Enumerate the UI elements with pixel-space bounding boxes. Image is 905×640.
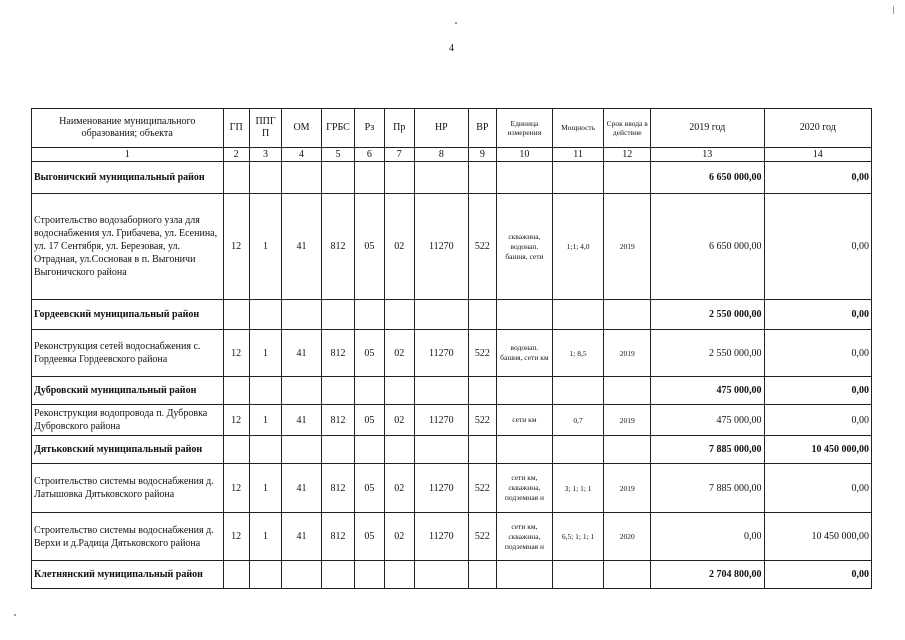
code-rz: 05 [355,464,384,513]
code-grbs: 812 [321,194,354,300]
amount-2019: 2 550 000,00 [651,330,764,377]
col-number: 5 [321,148,354,162]
term-cell: 2020 [604,513,651,561]
code-om: 41 [282,513,322,561]
code-ppgp: 1 [249,405,281,436]
code-om: 41 [282,330,322,377]
district-name: Дубровский муниципальный район [32,377,224,405]
project-row [32,405,872,436]
code-om: 41 [282,194,322,300]
term-cell: 2019 [604,194,651,300]
header-power: Мощность [552,109,604,148]
code-pr: 02 [384,194,414,300]
code-vr: 522 [468,464,496,513]
district-row [32,162,872,194]
col-number: 9 [468,148,496,162]
code-vr: 522 [468,194,496,300]
district-name: Клетнянский муниципальный район [32,561,224,589]
col-number: 14 [764,148,871,162]
amount-2020: 10 450 000,00 [764,513,871,561]
code-ppgp: 1 [249,194,281,300]
code-pr: 02 [384,330,414,377]
project-name: Строительство системы водоснабжения д. Верхи и д.Радица Дятьковского района [32,513,224,561]
code-np: 11270 [414,405,468,436]
code-ppgp: 1 [249,330,281,377]
amount-2020: 10 450 000,00 [764,436,871,464]
col-number: 11 [552,148,604,162]
unit-cell: сети км, скважина, подземная н [497,464,553,513]
code-gp: 12 [223,405,249,436]
project-name: Реконструкция сетей водоснабжения с. Гордеевка Гордеевского района [32,330,224,377]
header-term: Срок ввода в действие [604,109,651,148]
code-rz: 05 [355,194,384,300]
code-vr: 522 [468,330,496,377]
amount-2020: 0,00 [764,300,871,330]
power-cell: 1;1; 4,0 [552,194,604,300]
code-np: 11270 [414,464,468,513]
district-row [32,436,872,464]
header-2019: 2019 год [651,109,764,148]
district-name: Дятьковский муниципальный район [32,436,224,464]
code-np: 11270 [414,513,468,561]
code-np: 11270 [414,330,468,377]
code-ppgp: 1 [249,464,281,513]
column-number-row [32,148,872,162]
code-pr: 02 [384,513,414,561]
header-rz: Рз [355,109,384,148]
amount-2019: 6 650 000,00 [651,194,764,300]
amount-2019: 7 885 000,00 [651,464,764,513]
project-row [32,464,872,513]
code-vr: 522 [468,405,496,436]
unit-cell: водонап. башня, сети км [497,330,553,377]
header-pr: Пр [384,109,414,148]
project-name: Строительство системы водоснабжения д. Латышовка Дятьковского района [32,464,224,513]
district-name: Гордеевский муниципальный район [32,300,224,330]
amount-2019: 2 704 800,00 [651,561,764,589]
code-gp: 12 [223,513,249,561]
term-cell: 2019 [604,405,651,436]
header-ppgp: ППГП [249,109,281,148]
project-row [32,513,872,561]
code-rz: 05 [355,405,384,436]
amount-2020: 0,00 [764,561,871,589]
amount-2020: 0,00 [764,464,871,513]
col-number: 2 [223,148,249,162]
project-row [32,330,872,377]
code-om: 41 [282,405,322,436]
district-row [32,300,872,330]
page-number: 4 [449,43,454,54]
header-row [32,109,872,148]
amount-2020: 0,00 [764,405,871,436]
code-np: 11270 [414,194,468,300]
code-gp: 12 [223,194,249,300]
code-grbs: 812 [321,330,354,377]
header-gp: ГП [223,109,249,148]
code-grbs: 812 [321,513,354,561]
col-number: 6 [355,148,384,162]
amount-2019: 7 885 000,00 [651,436,764,464]
col-number: 10 [497,148,553,162]
code-grbs: 812 [321,405,354,436]
col-number: 12 [604,148,651,162]
col-number: 13 [651,148,764,162]
financing-table [31,108,872,589]
amount-2019: 475 000,00 [651,377,764,405]
col-number: 8 [414,148,468,162]
unit-cell: скважина, водонап. башня, сети [497,194,553,300]
power-cell: 0,7 [552,405,604,436]
project-name: Строительство водозаборного узла для водоснабжения ул. Грибачева, ул. Есенина, ул. 17 Сентября, ул. Березовая, ул. Отрадная, ул.Сосновая в п. Выгоничи Выгоничского района [32,194,224,300]
code-pr: 02 [384,464,414,513]
power-cell: 3; 1; 1; 1 [552,464,604,513]
amount-2019: 2 550 000,00 [651,300,764,330]
district-name: Выгоничский муниципальный район [32,162,224,194]
term-cell: 2019 [604,464,651,513]
term-cell: 2019 [604,330,651,377]
header-unit: Единица измерения [497,109,553,148]
code-gp: 12 [223,330,249,377]
project-name: Реконструкция водопровода п. Дубровка Дубровского района [32,405,224,436]
district-row [32,561,872,589]
amount-2019: 0,00 [651,513,764,561]
power-cell: 6,5; 1; 1; 1 [552,513,604,561]
col-number: 7 [384,148,414,162]
code-vr: 522 [468,513,496,561]
header-np: НР [414,109,468,148]
district-row [32,377,872,405]
amount-2020: 0,00 [764,162,871,194]
code-rz: 05 [355,513,384,561]
col-number: 1 [32,148,224,162]
header-grbs: ГРБС [321,109,354,148]
power-cell: 1; 8,5 [552,330,604,377]
col-number: 4 [282,148,322,162]
code-rz: 05 [355,330,384,377]
header-om: ОМ [282,109,322,148]
code-grbs: 812 [321,464,354,513]
code-om: 41 [282,464,322,513]
header-2020: 2020 год [764,109,871,148]
code-ppgp: 1 [249,513,281,561]
header-name: Наименование муниципального образования; объекта [32,109,224,148]
project-row [32,194,872,300]
code-pr: 02 [384,405,414,436]
amount-2020: 0,00 [764,194,871,300]
scan-speck [14,614,16,616]
scan-speck [893,6,894,14]
unit-cell: сети км, скважина, подземная н [497,513,553,561]
header-vr: ВР [468,109,496,148]
amount-2020: 0,00 [764,330,871,377]
amount-2020: 0,00 [764,377,871,405]
col-number: 3 [249,148,281,162]
amount-2019: 475 000,00 [651,405,764,436]
unit-cell: сети км [497,405,553,436]
amount-2019: 6 650 000,00 [651,162,764,194]
code-gp: 12 [223,464,249,513]
scan-speck [455,22,457,24]
